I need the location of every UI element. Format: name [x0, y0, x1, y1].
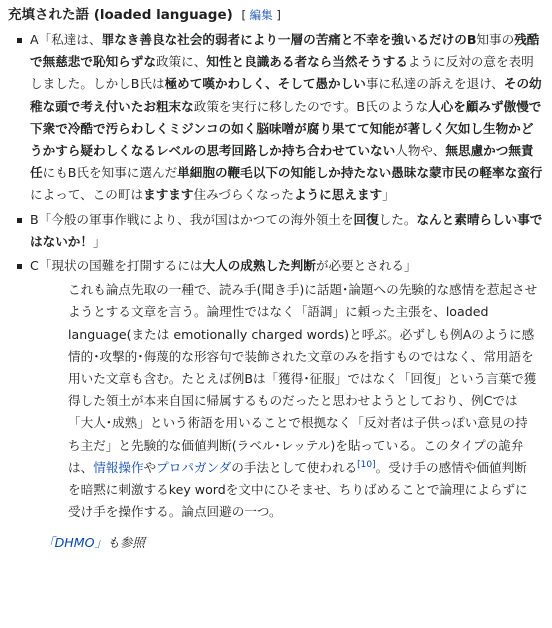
emphasized-text: その幼稚な頭で考え付いたお粗末な: [30, 76, 542, 114]
example-text: [30, 32, 542, 202]
plain-text: した。: [378, 211, 417, 227]
example-item-c: [8, 255, 544, 277]
plain-text: 政策を実行に移したのです。B氏のような: [193, 98, 429, 114]
emphasized-text: 罪なき善良な社会的弱者により一層の苦痛と不幸を強いるだけのB: [101, 32, 477, 47]
example-list: [8, 29, 544, 277]
emphasized-text: 人心を顧みず傲慢で下衆で冷酷で汚らわしくミジンコの如く脳味噌が腐り果てて知能が著しく欠如し生物かどうかすら疑わしくなるレベルの思考回路しか持ち合わせていない: [30, 98, 542, 159]
reference-link[interactable]: [10]: [357, 459, 376, 470]
plain-text: 人物や、: [395, 143, 446, 159]
explanation-paragraph: これも論点先取の一種で、読み手(聞き手)に話題･論題への先験的な感情を惹起させようとする文章を言う。論理性ではなく「語調」に頼った主張を、loaded language(または emotionally charged words)と呼ぶ。必ずしも例Aのように感情的･攻撃的･侮蔑的な形容句で装飾された文章のみを指すものではなく、常用語を用いた文章も含む。たとえば例Bは「獲得･征服」ではなく「回復」という言葉で獲得した領土が本来自国に帰属するものだったと思わせようとしており、例Cでは「大人･成熟」という術語を用いることで根拠なく「反対者は子供っぽい意見の持ち主だ」と先験的な価値判断(ラベル･レッテル)を貼っている。このタイプの詭弁は、情報操作やプロパガンダの手法として使われる[10]。受け手の感情や価値判断を暗黙に刺激するkey wordを文中にひそませ、ちりばめることで論理によらずに受け手を操作する。論点回避の一つ。: [68, 282, 538, 520]
link-information-manipulation[interactable]: 情報操作: [93, 459, 144, 475]
section-heading: [8, 4, 544, 29]
link-dhmo[interactable]: 「DHMO」: [42, 535, 108, 551]
emphasized-text: 知性と良識ある者なら当然そうする: [206, 54, 408, 70]
emphasized-text: 極めて嘆かわしく、そして愚かしい: [164, 76, 366, 92]
bullet-icon: [17, 264, 22, 269]
section-title: 充填された語 (loaded language): [8, 7, 233, 23]
emphasized-text: ますます: [143, 187, 194, 203]
link-propaganda[interactable]: プロパガンダ: [156, 459, 232, 475]
edit-section: [ 編集 ]: [241, 8, 281, 22]
emphasized-text: 残酷で無慈悲で恥知らずな: [30, 32, 540, 70]
plain-text: C「現状の国難を打開するには: [30, 258, 203, 274]
example-text: [30, 258, 417, 273]
plain-text: 知事の: [476, 32, 515, 47]
plain-text: 」: [92, 233, 106, 249]
emphasized-text: 回復: [353, 211, 379, 227]
emphasized-text: 大人の成熟した判断: [202, 258, 316, 274]
plain-text: によって、この町は: [30, 187, 144, 203]
plain-text: 」: [382, 187, 395, 203]
emphasized-text: なんと素晴らしい事ではないか！: [30, 211, 543, 249]
plain-text: 住みづらくなった: [193, 187, 294, 203]
bullet-icon: [17, 38, 22, 43]
plain-text: ように反対の意を表明しました。しかしB氏は: [30, 54, 534, 92]
example-item-a: [8, 29, 544, 207]
plain-text: A「私達は、: [30, 32, 102, 47]
bullet-icon: [17, 218, 22, 223]
example-item-b: [8, 209, 544, 253]
emphasized-text: 単細胞の鞭毛以下の知能しか持たない愚昧な蒙市民の軽率な蛮行: [177, 165, 543, 181]
plain-text: にもB氏を知事に選んだ: [42, 165, 178, 181]
plain-text: B「今般の軍事作戦により、我が国はかつての海外領土を: [30, 211, 354, 227]
example-text: [30, 212, 542, 249]
emphasized-text: 無思慮かつ無責任: [30, 143, 534, 181]
plain-text: が必要とされる」: [315, 258, 417, 274]
see-also: 「DHMO」も参照: [42, 535, 145, 551]
emphasized-text: ように思えます: [293, 187, 383, 203]
plain-text: 政策に、: [155, 54, 207, 70]
edit-link[interactable]: 編集: [249, 8, 273, 22]
plain-text: 事に私達の訴えを退け、: [365, 76, 504, 92]
